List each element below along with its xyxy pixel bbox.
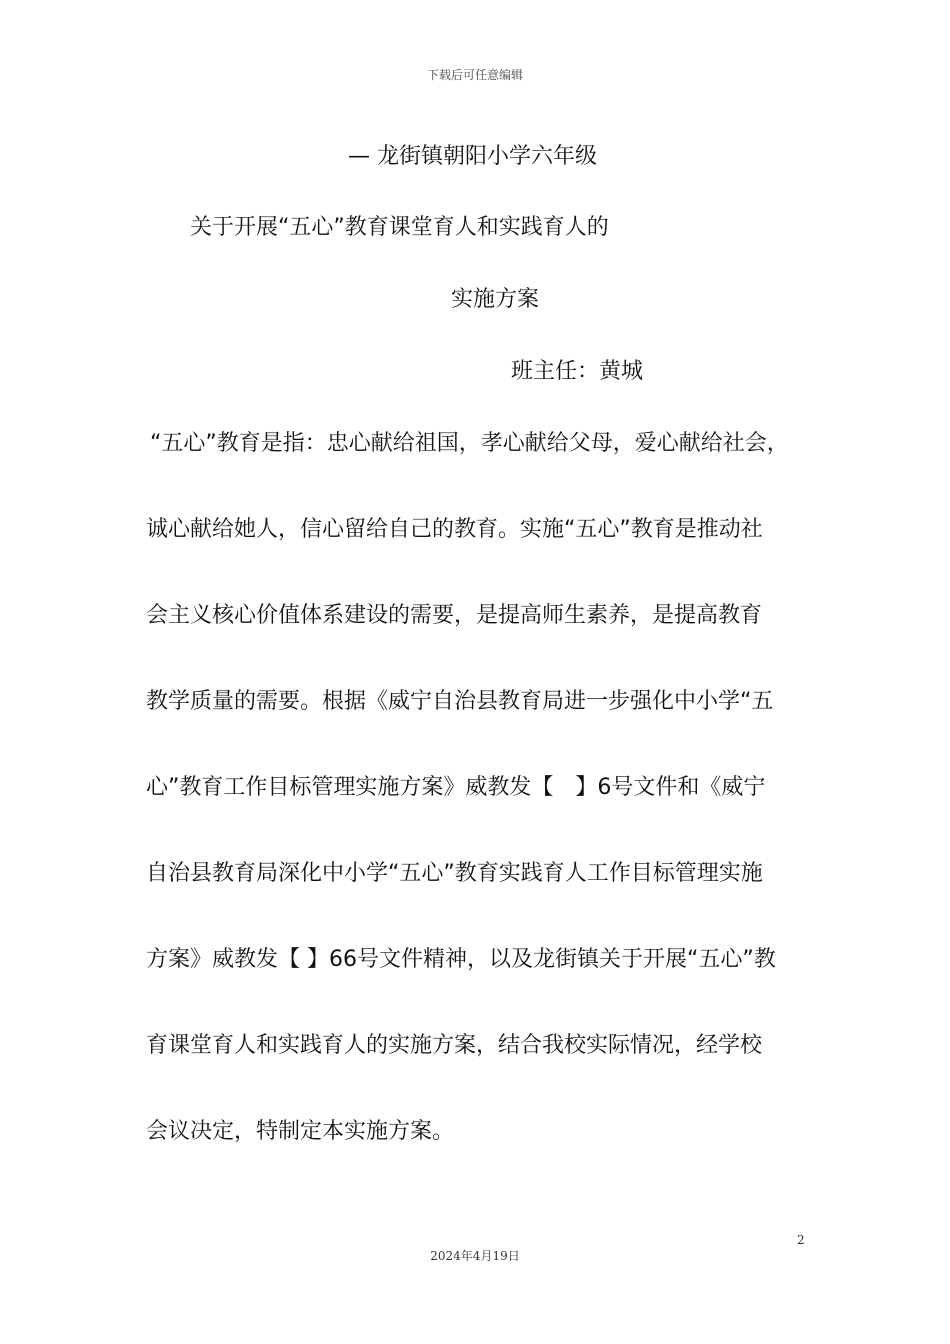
body-line: 方案》威教发【 】66号文件精神，以及龙街镇关于开展“五心”教 [146,947,776,972]
body-line: 会主义核心价值体系建设的需要，是提高师生素养，是提高教育 [146,603,763,628]
title-line-3: 实施方案 [451,287,540,312]
body-line: 自治县教育局深化中小学“五心”教育实践育人工作目标管理实施 [146,861,763,886]
author-line: 班主任：黄城 [511,359,644,384]
body-line: 会议决定，特制定本实施方案。 [146,1119,455,1144]
body-line: 育课堂育人和实践育人的实施方案，结合我校实际情况，经学校 [146,1033,763,1058]
body-line: 心”教育工作目标管理实施方案》威教发【 】6号文件和《威宁 [146,775,766,800]
body-line: 诚心献给她人，信心留给自己的教育。实施“五心”教育是推动社 [146,517,763,542]
body-line: “五心”教育是指：忠心献给祖国，孝心献给父母，爱心献给社会， [150,431,789,456]
footer-date: 2024年4月19日 [430,1249,520,1263]
page-header: 下载后可任意编辑 [426,68,523,82]
page-number: 2 [797,1233,805,1247]
body-line: 教学质量的需要。根据《威宁自治县教育局进一步强化中小学“五 [146,689,774,714]
title-line-2: 关于开展“五心”教育课堂育人和实践育人的 [190,215,609,240]
title-line-1: — 龙街镇朝阳小学六年级 [348,144,597,169]
